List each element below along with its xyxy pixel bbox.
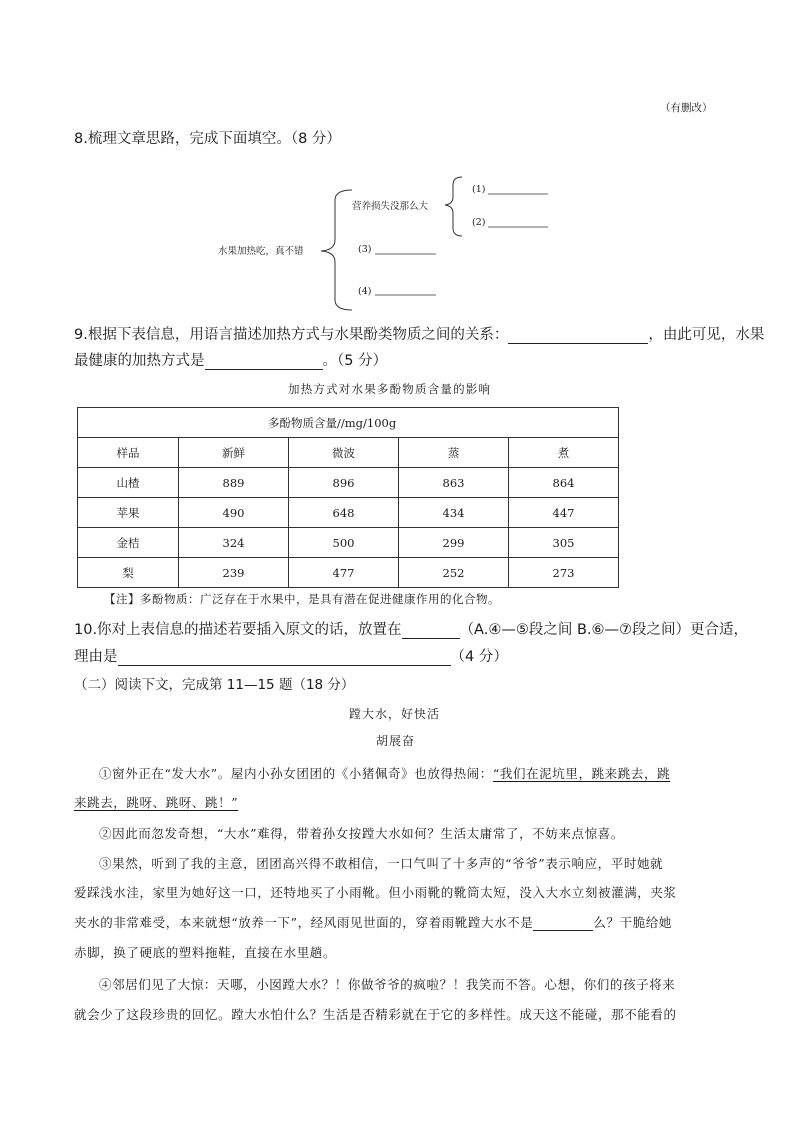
- mind-map-root: 水果加热吃，真不错: [218, 246, 304, 257]
- table-cell: 896: [289, 468, 399, 498]
- table-cell: 苹果: [78, 498, 179, 528]
- table-cell: 490: [179, 498, 289, 528]
- table-cell: 648: [289, 498, 399, 528]
- article-author: 胡展奋: [376, 734, 416, 748]
- table-cell: 500: [289, 528, 399, 558]
- table-col-header: 新鲜: [179, 438, 289, 468]
- p1-underlined-quote: “我们在泥坑里，跳来跳去，跳: [492, 766, 671, 781]
- question-8: 8.梳理文章思路，完成下面填空。（8 分）: [74, 131, 341, 147]
- q10-text-d: （4 分）: [450, 649, 508, 665]
- q10-text-a: 10.你对上表信息的描述若要插入原文的话，放置在: [74, 622, 402, 638]
- paragraph-3-line-1: ③果然，听到了我的主意，团团高兴得不敢相信，一口气叫了十多声的“爷爷”表示响应，平时她就: [99, 856, 664, 871]
- paragraph-1-line-2: 来跳去，跳呀、跳呀、跳！”: [74, 795, 239, 810]
- p3-text-b: 么？干脆给她: [593, 915, 672, 930]
- table-cell: 金桔: [78, 528, 179, 558]
- p3-text-a: 夹水的非常难受，本来就想“放养一下”，经风雨见世面的，穿着雨靴蹚大水不是: [74, 915, 534, 930]
- table-header-row-span: [78, 408, 619, 438]
- question-10-line-2: [74, 645, 508, 666]
- table-cell: 梨: [78, 558, 179, 588]
- table-cell: 299: [399, 528, 509, 558]
- table-cell: 324: [179, 528, 289, 558]
- q10-text-c: 理由是: [74, 649, 118, 665]
- q9-answer-blank-2[interactable]: [205, 353, 323, 370]
- paragraph-3-line-4: 赤脚，换了硬底的塑料拖鞋，直接在水里趟。: [74, 945, 337, 960]
- table-col-header: 煮: [509, 438, 619, 468]
- table-cell: 864: [509, 468, 619, 498]
- table-note: 【注】多酚物质：广泛存在于水果中，是具有潜在促进健康作用的化合物。: [104, 592, 500, 606]
- table-header-span: 多酚物质含量//mg/100g: [78, 408, 619, 438]
- table-col-header: 微波: [289, 438, 399, 468]
- table-cell: 434: [399, 498, 509, 528]
- p3-answer-blank[interactable]: [533, 916, 593, 931]
- table-row: [78, 558, 619, 588]
- table-col-header: 样品: [78, 438, 179, 468]
- q10-answer-blank-2[interactable]: [118, 649, 451, 666]
- paragraph-1-line-1: [99, 764, 670, 782]
- table-cell: 305: [509, 528, 619, 558]
- source-note: （有删改）: [660, 102, 713, 114]
- q10-text-b: （A.④—⑤段之间 B.⑥—⑦段之间）更合适，: [459, 622, 748, 638]
- slot-4-label: (4): [358, 286, 372, 297]
- question-9-line-1: [74, 323, 764, 344]
- table-cell: 863: [399, 468, 509, 498]
- q9-text-c: 最健康的加热方式是: [74, 353, 205, 369]
- q9-text-a: 9.根据下表信息，用语言描述加热方式与水果酚类物质之间的关系：: [74, 327, 509, 343]
- table-cell: 239: [179, 558, 289, 588]
- table-row: [78, 468, 619, 498]
- table-cell: 252: [399, 558, 509, 588]
- question-10-line-1: [74, 618, 748, 639]
- table-cell: 477: [289, 558, 399, 588]
- table-cell: 447: [509, 498, 619, 528]
- polyphenol-table: [77, 407, 619, 588]
- question-9-line-2: [74, 349, 387, 370]
- paragraph-2: ②因此而忽发奇想，“大水”难得，带着孙女按蹚大水如何？生活太庸常了，不妨来点惊喜。: [99, 826, 624, 841]
- table-cell: 山楂: [78, 468, 179, 498]
- paragraph-4-line-2: 就会少了这段珍贵的回忆。蹚大水怕什么？生活是否精彩就在于它的多样性。成天这不能碰，那不能看的: [74, 1007, 677, 1022]
- paragraph-3-line-2: 爱踩浅水洼，家里为她好这一口，还特地买了小雨靴。但小雨靴的靴筒太短，没入大水立刻被灌满，夹浆: [74, 885, 677, 900]
- paragraph-3-line-3: [74, 913, 672, 931]
- q10-answer-blank-1[interactable]: [402, 622, 460, 639]
- slot-2-label: (2): [472, 217, 486, 228]
- article-title: 蹚大水，好快活: [349, 707, 441, 721]
- table-row: [78, 528, 619, 558]
- table-cell: 889: [179, 468, 289, 498]
- q9-text-b: ，由此可见，水果: [648, 327, 765, 343]
- q9-answer-blank-1[interactable]: [508, 327, 648, 344]
- mind-map-branch-1: 营养损失没那么大: [352, 201, 429, 212]
- section-heading: （二）阅读下文，完成第 11—15 题（18 分）: [74, 677, 355, 693]
- table-header-row: [78, 438, 619, 468]
- slot-3-label: (3): [358, 244, 372, 255]
- table-col-header: 蒸: [399, 438, 509, 468]
- slot-1-label: (1): [472, 184, 486, 195]
- table-cell: 273: [509, 558, 619, 588]
- p1-text: ①窗外正在“发大水”。屋内小孙女团团的《小猪佩奇》也放得热闹：: [99, 766, 493, 781]
- table-row: [78, 498, 619, 528]
- table-title: 加热方式对水果多酚物质含量的影响: [288, 382, 492, 396]
- q9-text-d: 。（5 分）: [322, 353, 388, 369]
- paragraph-4-line-1: ④邻居们见了大惊：天哪，小囡蹚大水？！你做爷爷的疯啦？！我笑而不答。心想，你们的孩子将来: [99, 977, 676, 992]
